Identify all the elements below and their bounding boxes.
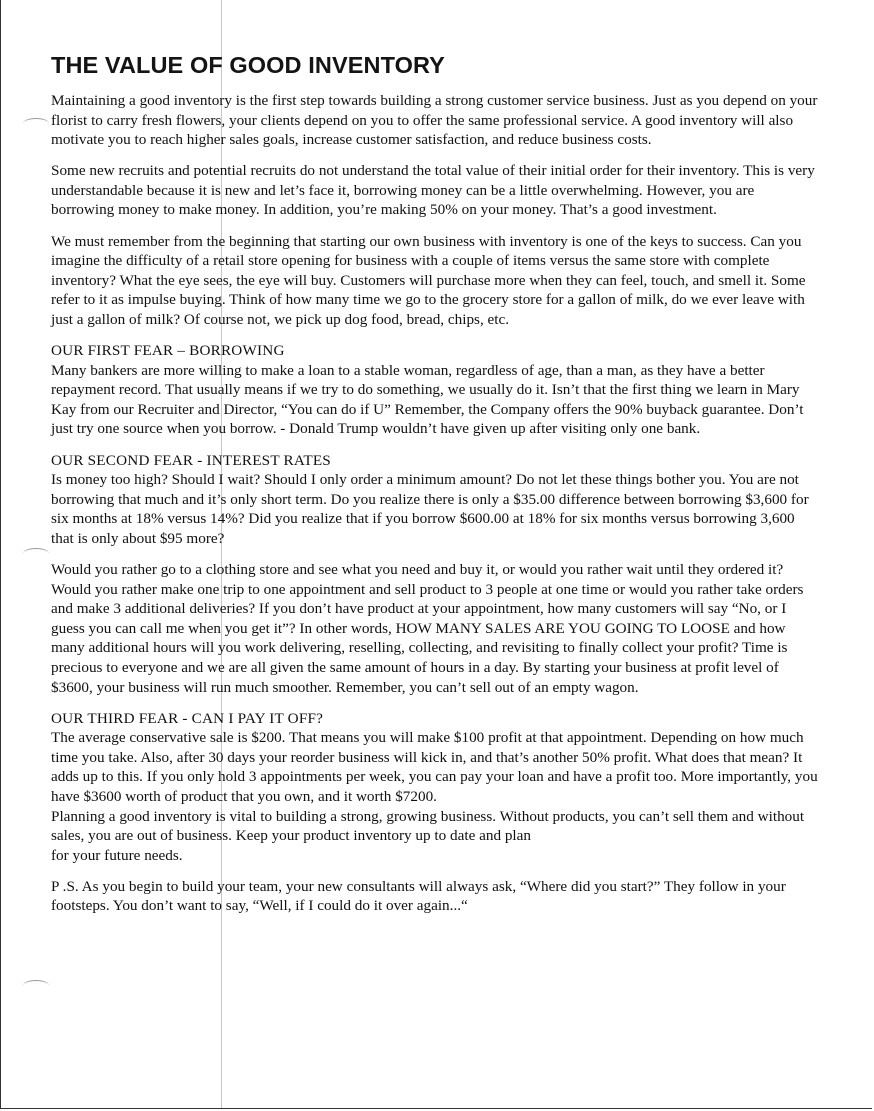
planning-paragraph-line-2: for your future needs. <box>51 846 183 864</box>
intro-paragraph-1: Maintaining a good inventory is the first step towards building a strong customer service business. Just as you depend on your florist to carry fresh flowers, your clients depend on you to offer the same professional service. A good inventory will also motivate you to reach higher sales goals, increase customer satisfaction, and reduce business costs. <box>51 92 818 149</box>
document-body <box>51 52 819 928</box>
postscript: P .S. As you begin to build your team, your new consultants will always ask, “Where did you start?” They follow in your footsteps. You don’t want to say, “Well, if I could do it over again...“ <box>51 877 786 915</box>
first-fear-heading: OUR FIRST FEAR – BORROWING <box>51 342 285 360</box>
punch-mark-middle <box>23 548 49 559</box>
second-fear-heading: OUR SECOND FEAR - INTEREST RATES <box>51 451 331 469</box>
first-fear-body: Many bankers are more willing to make a loan to a stable woman, regardless of age, than a man, as they have a better repayment record. That usually means if we try to do something, we usually do it. Isn’t that the first thing we learn in Mary Kay from our Recruiter and Director, “You can do if U” Remember, the Company offers the 90% buyback guarantee. Don’t just try one source when you borrow. - Donald Trump wouldn’t have given up after visiting only one bank. <box>51 361 804 438</box>
intro-paragraph-2: Some new recruits and potential recruits do not understand the total value of their initial order for their inventory. This is very understandable because it is new and let’s face it, borrowing money can be a little overwhelming. However, you are borrowing money to make money. In addition, you’re making 50% on your money. That’s a good investment. <box>51 162 815 219</box>
second-fear-body: Is money too high? Should I wait? Should I only order a minimum amount? Do not let these things bother you. You are not borrowing that much and it’s only short term. Do you realize there is only a $35.00 difference between borrowing $3,600 for six months at 18% versus 14%? Did you realize that if you borrow $600.00 at 18% for six months versus borrowing 3,600 that is only about $95 more? <box>51 471 809 547</box>
third-fear-heading: OUR THIRD FEAR - CAN I PAY IT OFF? <box>51 709 324 727</box>
third-fear-body: The average conservative sale is $200. That means you will make $100 profit at that appointment. Depending on how much time you take. Also, after 30 days your reorder business will kick in, and that’s another 50% profit. What does that mean? It adds up to this. If you only hold 3 appointments per week, you can pay your loan and have a profit too. More importantly, you have $3600 worth of product that you own, and it worth $7200. <box>51 729 818 805</box>
punch-mark-top <box>23 118 49 129</box>
punch-mark-bottom <box>23 980 49 991</box>
planning-paragraph-line-1: Planning a good inventory is vital to building a strong, growing business. Without products, you can’t sell them and without sales, you are out of business. Keep your product inventory up to date and plan <box>51 807 805 845</box>
intro-paragraph-3: We must remember from the beginning that starting our own business with inventory is one of the keys to success. Can you imagine the difficulty of a retail store opening for business with a couple of items versus the same store with complete inventory? What the eye sees, the eye will buy. Customers will purchase more when they can feel, touch, and smell it. Some refer to it as impulse buying. Think of how many time we go to the grocery store for a gallon of milk, do we ever leave with just a gallon of milk? Of course not, we pick up dog food, bread, chips, etc. <box>51 232 806 328</box>
document-title: THE VALUE OF GOOD INVENTORY <box>51 52 445 78</box>
second-fear-body-2: Would you rather go to a clothing store and see what you need and buy it, or would you rather wait until they ordered it? Would you rather make one trip to one appointment and sell product to 3 people at one time or would you rather take orders and make 3 additional deliveries? If you don’t have product at your appointment, how many customers will say “No, or I guess you can call me when you get it”? In other words, HOW MANY SALES ARE YOU GOING TO LOOSE and how many additional hours will you work delivering, reselling, collecting, and revisiting to finally collect your profit? Time is precious to everyone and we are all given the same amount of hours in a day. By starting your business at profit level of $3600, your business will run much smoother. Remember, you can’t sell out of an empty wagon. <box>51 560 804 696</box>
